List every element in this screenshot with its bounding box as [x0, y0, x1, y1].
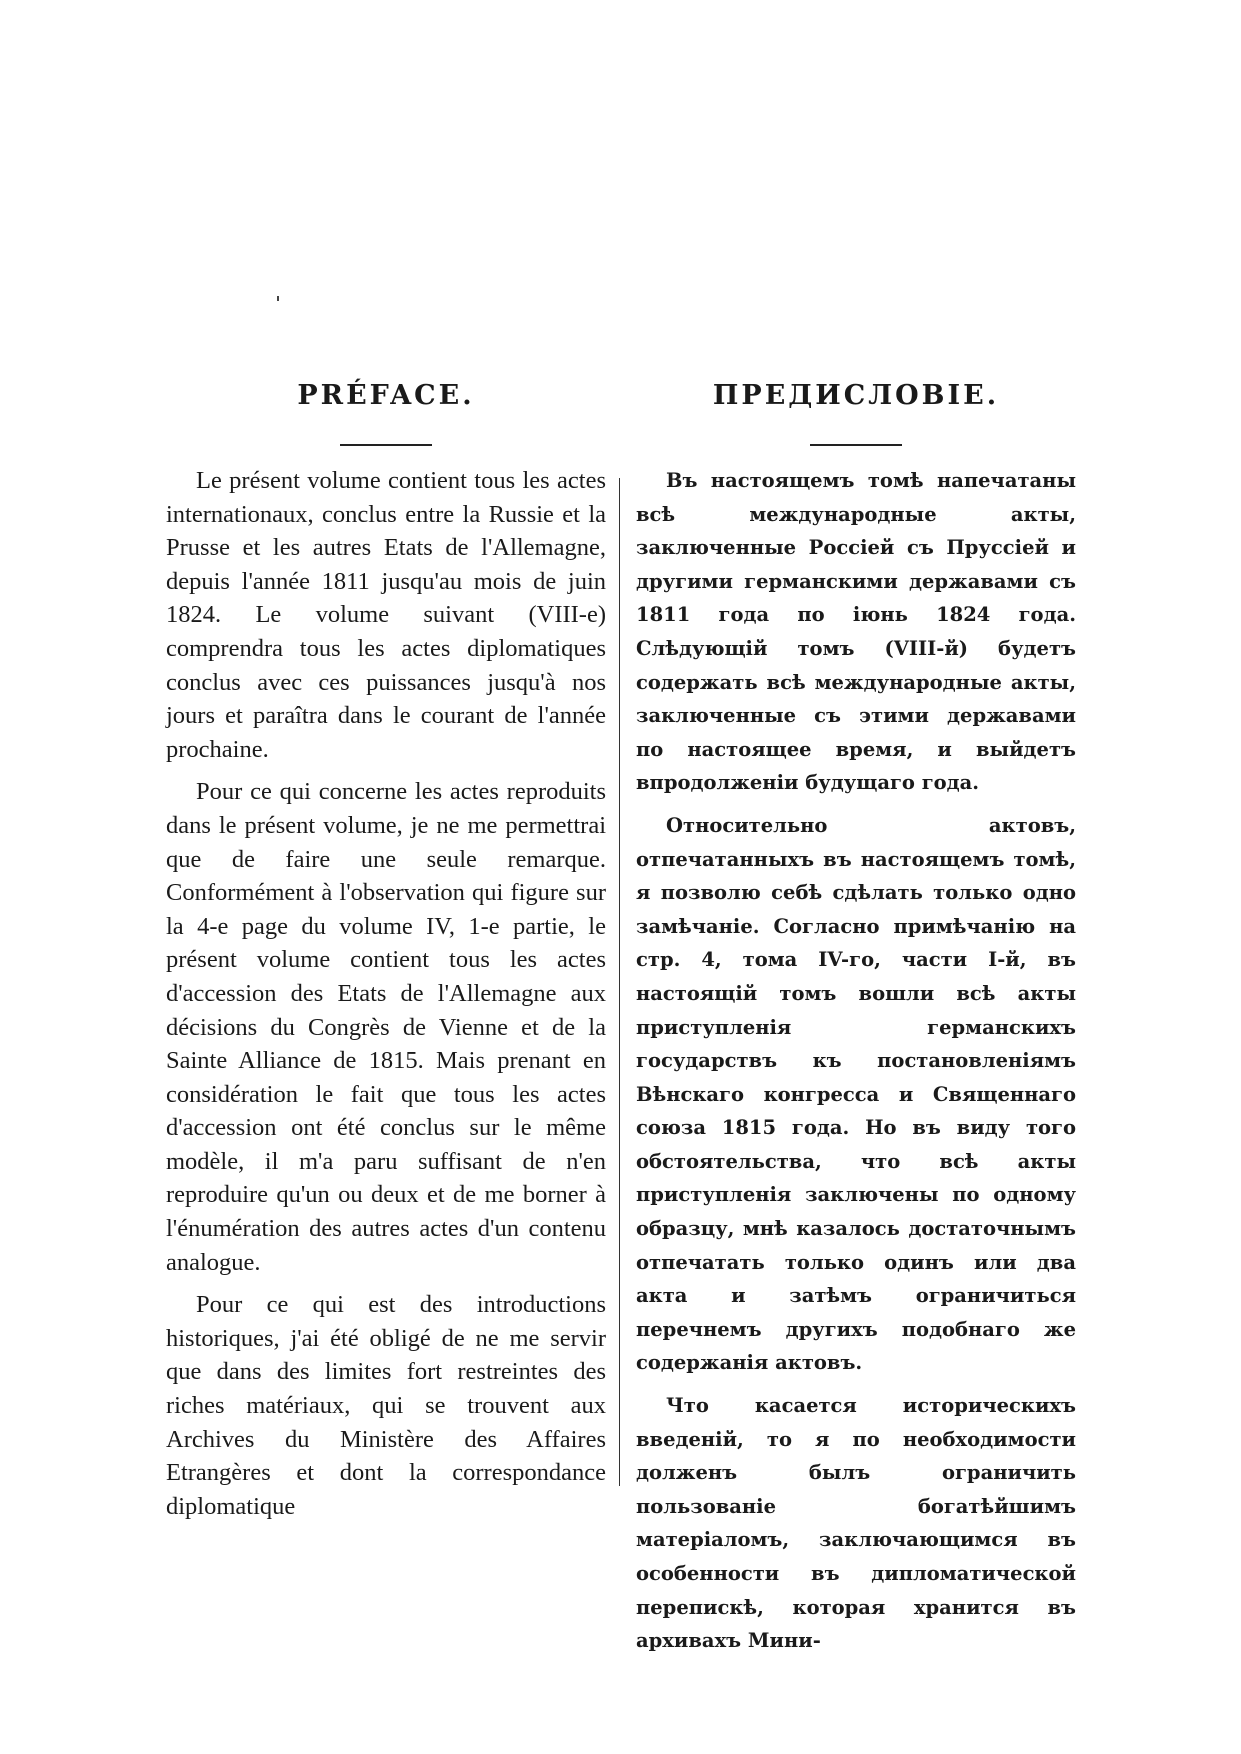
- russian-column: [636, 376, 1076, 1653]
- russian-body: [636, 464, 1076, 1667]
- russian-heading: ПРЕДИСЛОВІЕ.: [712, 380, 1000, 411]
- french-paragraph-1: Le présent volume contient tous les actes internationaux, conclus entre la Russie et la Prusse et les autres Etats de l'Allemagne, depuis l'année 1811 jusqu'au mois de juin 1824. Le volume suivant (VIII-e) comprendra tous les actes diplomatiques conclus avec ces puissances jusqu'à nos jours et paraîtra dans le courant de l'année prochaine.: [166, 467, 606, 763]
- russian-heading-rule: [810, 444, 902, 446]
- french-paragraph-2: Pour ce qui concerne les actes reproduits dans le présent volume, je ne me permettrai que de faire une seule remarque. Conformément à l'observation qui figure sur la 4-e page du volume IV, 1-e partie, le présent volume contient tous les actes d'accession des Etats de l'Allemagne aux décisions du Congrès de Vienne et de la Sainte Alliance de 1815. Mais prenant en considération le fait que tous les actes d'accession ont été conclus sur le même modèle, il m'a paru suffisant de n'en reproduire qu'un ou deux et de me borner à l'énumération des autres actes d'un contenu analogue.: [166, 778, 606, 1276]
- french-heading: PRÉFACE.: [297, 380, 475, 411]
- russian-paragraph-3: Что касается историческихъ введеній, то я по необходимости долженъ былъ ограничить пользованіе богатѣйшимъ матеріаломъ, заключающимся въ особенности въ дипломатической перепискѣ, которая хранится въ архивахъ Мини-: [636, 1394, 1076, 1653]
- french-body: [166, 464, 606, 1532]
- russian-paragraph-2: Относительно актовъ, отпечатанныхъ въ настоящемъ томѣ, я позволю себѣ сдѣлать только одно замѣчаніе. Согласно примѣчанію на стр. 4, тома IV-го, части I-й, въ настоящій томъ вошли всѣ акты приступленія германскихъ государствъ къ постановленіямъ Вѣнскаго конгресса и Священнаго союза 1815 года. Но въ виду того обстоятельства, что всѣ акты приступленія заключены по одному образцу, мнѣ казалось достаточнымъ отпечатать только одинъ или два акта и затѣмъ ограничиться перечнемъ другихъ подобнаго же содержанія актовъ.: [636, 813, 1076, 1375]
- french-column: [166, 376, 606, 1520]
- column-divider: [619, 478, 620, 1486]
- french-heading-rule: [340, 444, 432, 446]
- page-speck: [277, 296, 279, 301]
- french-paragraph-3: Pour ce qui est des introductions historiques, j'ai été obligé de ne me servir que dans des limites fort restreintes des riches matériaux, qui se trouvent aux Archives du Ministère des Affaires Etrangères et dont la correspondance diplomatique: [166, 1291, 606, 1520]
- russian-paragraph-1: Въ настоящемъ томѣ напечатаны всѣ международные акты, заключенные Россіей съ Пруссіей и другими германскими державами съ 1811 года по іюнь 1824 года. Слѣдующій томъ (VIII-й) будетъ содержать всѣ международные акты, заключенные съ этими державами по настоящее время, и выйдетъ впродолженіи будущаго года.: [636, 469, 1076, 795]
